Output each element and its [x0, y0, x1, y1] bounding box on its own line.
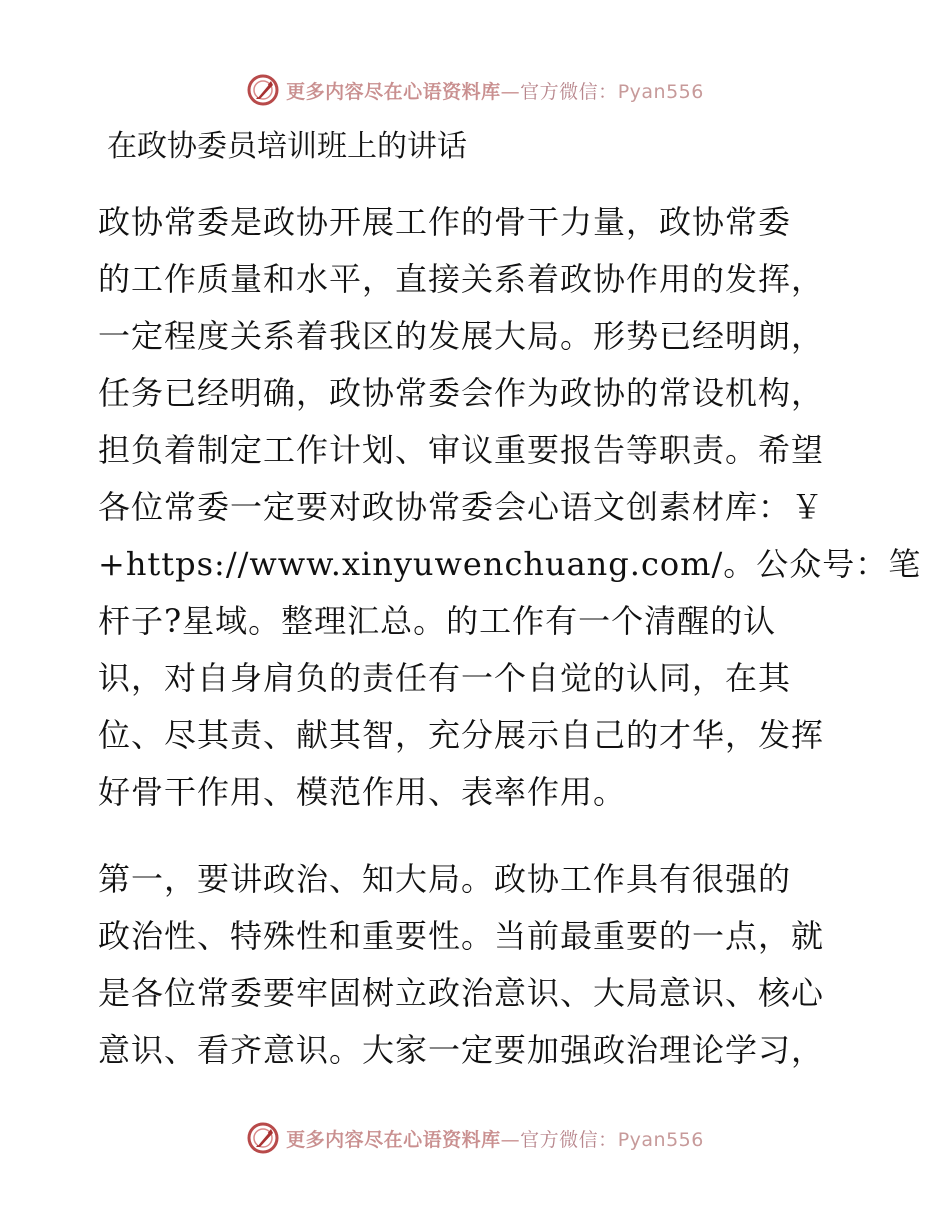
- footer-watermark: [0, 1118, 950, 1158]
- watermark-wechat-label: 官方微信：: [520, 1128, 618, 1151]
- watermark-wechat-label: 官方微信：: [520, 80, 618, 103]
- text-line: 任务已经明确，政协常委会作为政协的常设机构，: [98, 374, 825, 412]
- text-line: 杆子?星域。整理汇总。的工作有一个清醒的认: [98, 602, 777, 640]
- watermark-site: 更多内容尽在心语资料库: [286, 1128, 501, 1151]
- text-line: 位、尽其责、献其智，充分展示自己的才华，发挥: [98, 716, 825, 754]
- text-line: 的工作质量和水平，直接关系着政协作用的发挥，: [98, 260, 825, 298]
- watermark-dash: —: [500, 80, 521, 103]
- watermark-text: [286, 1125, 704, 1152]
- text-line: 是各位常委要牢固树立政治意识、大局意识、核心: [98, 974, 825, 1012]
- document-title: 在政协委员培训班上的讲话: [107, 129, 467, 164]
- watermark-handle: Pyan556: [617, 80, 704, 103]
- text-line: +https://www.xinyuwenchuang.com/。公众号：笔: [98, 545, 922, 583]
- paragraph-1: [98, 194, 922, 821]
- paragraph-2: [98, 851, 858, 1079]
- text-line: 意识、看齐意识。大家一定要加强政治理论学习，: [98, 1031, 825, 1069]
- watermark-handle: Pyan556: [617, 1128, 704, 1151]
- text-line: 政治性、特殊性和重要性。当前最重要的一点，就: [98, 917, 825, 955]
- watermark-site: 更多内容尽在心语资料库: [286, 80, 501, 103]
- watermark-text: [286, 77, 704, 104]
- text-line: 第一，要讲政治、知大局。政协工作具有很强的: [98, 860, 792, 898]
- text-line: 一定程度关系着我区的发展大局。形势已经明朗，: [98, 317, 825, 355]
- watermark-dash: —: [500, 1128, 521, 1151]
- text-line: 识，对自身肩负的责任有一个自觉的认同，在其: [98, 659, 792, 697]
- feather-seal-icon: [246, 1121, 280, 1155]
- text-line: 各位常委一定要对政协常委会心语文创素材库：￥: [98, 488, 825, 526]
- text-line: 好骨干作用、模范作用、表率作用。: [98, 773, 627, 811]
- text-line: 担负着制定工作计划、审议重要报告等职责。希望: [98, 431, 825, 469]
- text-line: 政协常委是政协开展工作的骨干力量，政协常委: [98, 203, 792, 241]
- feather-seal-icon: [246, 73, 280, 107]
- header-watermark: [0, 70, 950, 110]
